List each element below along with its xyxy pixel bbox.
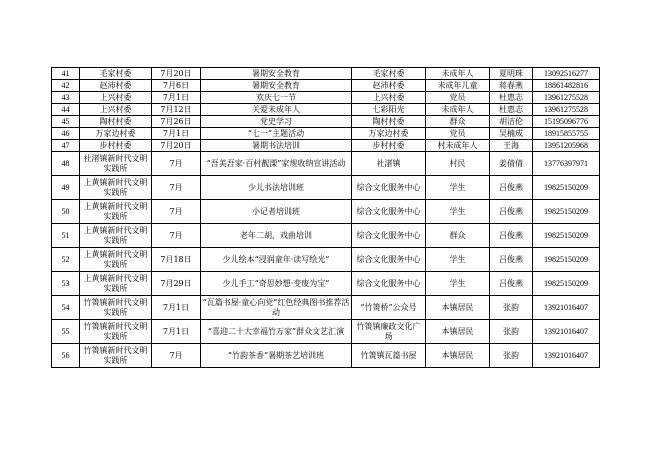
venue-cell: “竹箦桥”公众号 (352, 296, 426, 320)
table-row (52, 92, 600, 104)
date-cell: 7月 (152, 152, 201, 176)
row-number-cell: 49 (52, 176, 80, 200)
audience-cell: 学生 (426, 248, 490, 272)
activity-name-cell: 党史学习 (201, 116, 352, 128)
organizer-cell: 上黄镇新时代文明实践所 (80, 272, 152, 296)
row-number-cell: 51 (52, 224, 80, 248)
table-row (52, 248, 600, 272)
activity-table (51, 67, 600, 368)
contact-person-cell: 吕俊燕 (490, 176, 533, 200)
phone-cell: 13921016407 (533, 320, 600, 344)
activity-name-cell: 少儿绘本“浸润童年·读写绘光” (201, 248, 352, 272)
organizer-cell: 竹箦镇新时代文明实践所 (80, 344, 152, 368)
audience-cell: 党员 (426, 128, 490, 140)
venue-cell: 步村村委 (352, 140, 426, 152)
contact-person-cell: 夏明珠 (490, 68, 533, 80)
table-row (52, 296, 600, 320)
organizer-cell: 上黄镇新时代文明实践所 (80, 200, 152, 224)
venue-cell: 综合文化服务中心 (352, 200, 426, 224)
row-number-cell: 47 (52, 140, 80, 152)
phone-cell: 18861482816 (533, 80, 600, 92)
phone-cell: 13092516277 (533, 68, 600, 80)
contact-person-cell: 杜惠志 (490, 92, 533, 104)
contact-person-cell: 张韵 (490, 320, 533, 344)
audience-cell: 学生 (426, 272, 490, 296)
date-cell: 7月 (152, 176, 201, 200)
table-row (52, 140, 600, 152)
contact-person-cell: 王海 (490, 140, 533, 152)
audience-cell: 村民 (426, 152, 490, 176)
contact-person-cell: 张韵 (490, 296, 533, 320)
activity-name-cell: 暑期安全教育 (201, 80, 352, 92)
organizer-cell: 万家边村委 (80, 128, 152, 140)
contact-person-cell: 吕俊燕 (490, 200, 533, 224)
contact-person-cell: 胡洁伦 (490, 116, 533, 128)
row-number-cell: 44 (52, 104, 80, 116)
organizer-cell: 上兴村委 (80, 92, 152, 104)
activity-name-cell: 小记者培训班 (201, 200, 352, 224)
row-number-cell: 55 (52, 320, 80, 344)
activity-name-cell: 欢庆七一节 (201, 92, 352, 104)
organizer-cell: 上黄镇新时代文明实践所 (80, 176, 152, 200)
audience-cell: 村未成年人 (426, 140, 490, 152)
activity-name-cell: 老年二胡、戏曲培训 (201, 224, 352, 248)
row-number-cell: 42 (52, 80, 80, 92)
activity-name-cell: 暑期书法培训 (201, 140, 352, 152)
table-row (52, 320, 600, 344)
table-row (52, 176, 600, 200)
activity-name-cell: 关爱未成年人 (201, 104, 352, 116)
audience-cell: 党员 (426, 92, 490, 104)
audience-cell: 群众 (426, 116, 490, 128)
activity-name-cell: 暑期安全教育 (201, 68, 352, 80)
venue-cell: 综合文化服务中心 (352, 224, 426, 248)
venue-cell: 竹箦镇瓦篇书屋 (352, 344, 426, 368)
table-row (52, 224, 600, 248)
organizer-cell: 竹箦镇新时代文明实践所 (80, 296, 152, 320)
table-row (52, 200, 600, 224)
date-cell: 7月1日 (152, 296, 201, 320)
table-row (52, 344, 600, 368)
row-number-cell: 52 (52, 248, 80, 272)
contact-person-cell: 杜惠志 (490, 104, 533, 116)
date-cell: 7月18日 (152, 248, 201, 272)
organizer-cell: 上黄镇新时代文明实践所 (80, 248, 152, 272)
table-row (52, 116, 600, 128)
date-cell: 7月1日 (152, 320, 201, 344)
date-cell: 7月26日 (152, 116, 201, 128)
audience-cell: 未成年人 (426, 104, 490, 116)
row-number-cell: 54 (52, 296, 80, 320)
contact-person-cell: 吕俊燕 (490, 224, 533, 248)
venue-cell: 毛家村委 (352, 68, 426, 80)
audience-cell: 本镇居民 (426, 320, 490, 344)
phone-cell: 13961275528 (533, 104, 600, 116)
organizer-cell: 社渚镇新时代文明实践所 (80, 152, 152, 176)
audience-cell: 学生 (426, 176, 490, 200)
organizer-cell: 赵沛村委 (80, 80, 152, 92)
date-cell: 7月1日 (152, 92, 201, 104)
venue-cell: 万家边村委 (352, 128, 426, 140)
row-number-cell: 43 (52, 92, 80, 104)
organizer-cell: 陶村村委 (80, 116, 152, 128)
activity-name-cell: “吾美吾家·百村靓溧”家规收纳宣讲活动 (201, 152, 352, 176)
venue-cell: 综合文化服务中心 (352, 176, 426, 200)
phone-cell: 13951205968 (533, 140, 600, 152)
organizer-cell: 毛家村委 (80, 68, 152, 80)
table-row (52, 128, 600, 140)
activity-name-cell: “喜迎二十大幸福竹万家”群众文艺汇演 (201, 320, 352, 344)
venue-cell: 综合文化服务中心 (352, 248, 426, 272)
row-number-cell: 56 (52, 344, 80, 368)
organizer-cell: 上黄镇新时代文明实践所 (80, 224, 152, 248)
phone-cell: 13921016407 (533, 344, 600, 368)
organizer-cell: 步村村委 (80, 140, 152, 152)
date-cell: 7月 (152, 224, 201, 248)
contact-person-cell: 吕俊燕 (490, 272, 533, 296)
row-number-cell: 46 (52, 128, 80, 140)
date-cell: 7月6日 (152, 80, 201, 92)
phone-cell: 19825150209 (533, 248, 600, 272)
table-row (52, 104, 600, 116)
table-row (52, 80, 600, 92)
organizer-cell: 竹箦镇新时代文明实践所 (80, 320, 152, 344)
audience-cell: 学生 (426, 200, 490, 224)
row-number-cell: 48 (52, 152, 80, 176)
table-row (52, 152, 600, 176)
date-cell: 7月20日 (152, 140, 201, 152)
venue-cell: 上兴村委 (352, 92, 426, 104)
date-cell: 7月 (152, 200, 201, 224)
table-row (52, 68, 600, 80)
activity-name-cell: 少儿手工“奇思妙想·变废为宝” (201, 272, 352, 296)
phone-cell: 13776397971 (533, 152, 600, 176)
phone-cell: 15195096776 (533, 116, 600, 128)
table-row (52, 272, 600, 296)
contact-person-cell: 吕俊燕 (490, 248, 533, 272)
date-cell: 7月20日 (152, 68, 201, 80)
audience-cell: 群众 (426, 224, 490, 248)
row-number-cell: 45 (52, 116, 80, 128)
contact-person-cell: 蒋春燕 (490, 80, 533, 92)
activity-name-cell: “七一”主题活动 (201, 128, 352, 140)
contact-person-cell: 张韵 (490, 344, 533, 368)
venue-cell: 七彩阳光 (352, 104, 426, 116)
venue-cell: 综合文化服务中心 (352, 272, 426, 296)
activity-name-cell: “瓦篇书屋·童心向党”红色经典图书推荐活动 (201, 296, 352, 320)
audience-cell: 未成年儿童 (426, 80, 490, 92)
venue-cell: 陶村村委 (352, 116, 426, 128)
venue-cell: 赵沛村委 (352, 80, 426, 92)
activity-name-cell: “竹韵茶香”暑期茶艺培训班 (201, 344, 352, 368)
phone-cell: 19825150209 (533, 200, 600, 224)
contact-person-cell: 姜倩倩 (490, 152, 533, 176)
date-cell: 7月29日 (152, 272, 201, 296)
phone-cell: 13961275528 (533, 92, 600, 104)
contact-person-cell: 吴楠成 (490, 128, 533, 140)
audience-cell: 未成年人 (426, 68, 490, 80)
audience-cell: 本镇居民 (426, 296, 490, 320)
activity-name-cell: 少儿书法培训班 (201, 176, 352, 200)
phone-cell: 19825150209 (533, 224, 600, 248)
phone-cell: 19825150209 (533, 272, 600, 296)
venue-cell: 社渚镇 (352, 152, 426, 176)
audience-cell: 本镇居民 (426, 344, 490, 368)
phone-cell: 13921016407 (533, 296, 600, 320)
phone-cell: 18915855755 (533, 128, 600, 140)
row-number-cell: 53 (52, 272, 80, 296)
date-cell: 7月 (152, 344, 201, 368)
phone-cell: 19825150209 (533, 176, 600, 200)
organizer-cell: 上兴村委 (80, 104, 152, 116)
row-number-cell: 41 (52, 68, 80, 80)
row-number-cell: 50 (52, 200, 80, 224)
date-cell: 7月1日 (152, 128, 201, 140)
date-cell: 7月12日 (152, 104, 201, 116)
venue-cell: 竹箦镇廉政文化广场 (352, 320, 426, 344)
